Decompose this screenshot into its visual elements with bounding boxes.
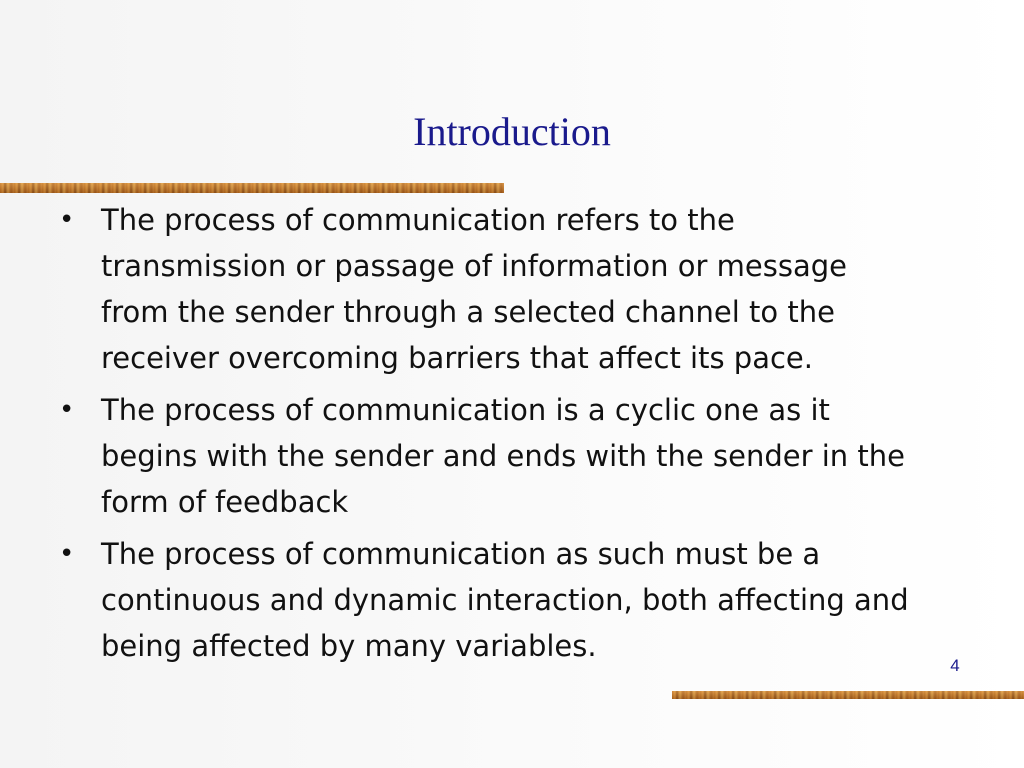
bullet-item <box>55 387 915 525</box>
bullet-marker: • <box>59 205 75 235</box>
slide-title: Introduction <box>413 109 611 154</box>
bullet-text: The process of communication as such must be a continuous and dynamic interaction, both affecting and being affected by many variables. <box>101 537 909 663</box>
bullet-marker: • <box>59 395 75 425</box>
page-number: 4 <box>950 656 960 675</box>
bullet-list <box>55 197 915 675</box>
bullet-item <box>55 197 915 381</box>
bullet-text: The process of communication refers to the transmission or passage of information or message from the sender through a selected channel to the receiver overcoming barriers that affect its pace. <box>101 203 847 375</box>
bullet-item <box>55 531 915 669</box>
decorative-bar-top <box>0 183 504 193</box>
bullet-marker: • <box>59 539 75 569</box>
bullet-text: The process of communication is a cyclic one as it begins with the sender and ends with the sender in the form of feedback <box>101 393 905 519</box>
decorative-bar-bottom <box>672 691 1024 699</box>
